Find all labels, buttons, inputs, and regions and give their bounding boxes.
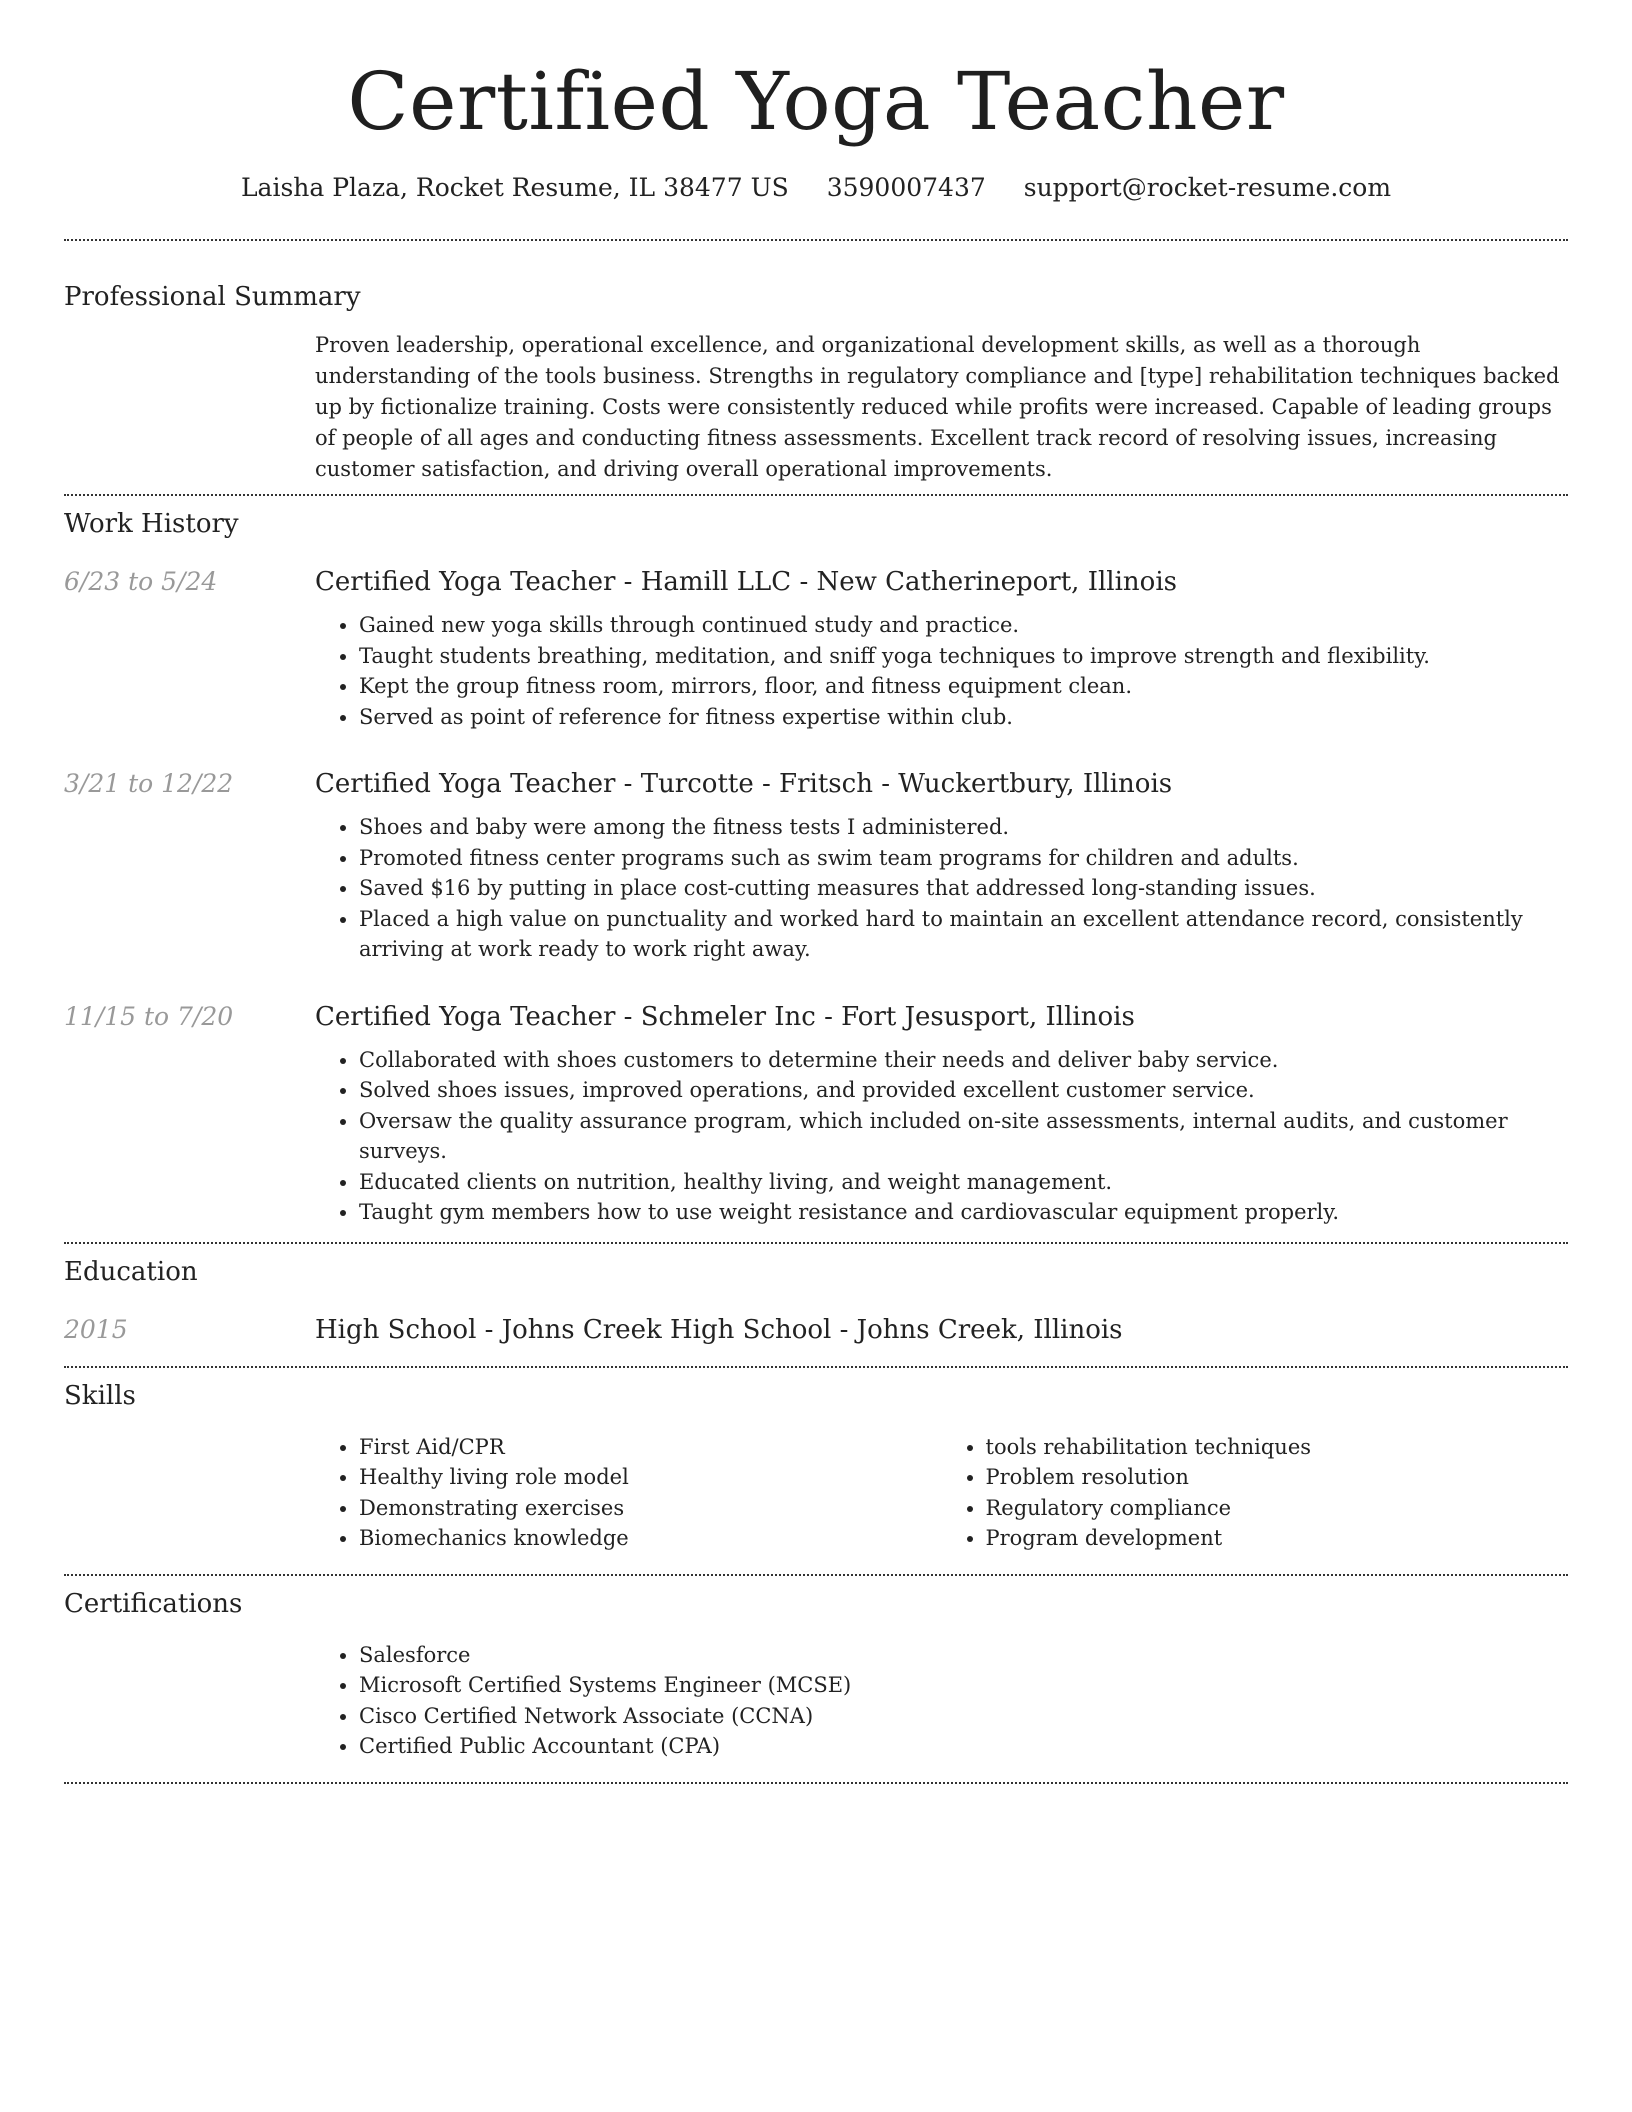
education-entry: [64, 1312, 1568, 1348]
job-bullets: [315, 812, 1568, 965]
resume-name: Certified Yoga Teacher: [347, 55, 1285, 148]
contact-line: [64, 170, 1568, 206]
certifications-heading: Certifications: [64, 1588, 243, 1619]
list-item: • Collaborated with shoes customers to determine their needs and deliver baby service.: [359, 1045, 1568, 1076]
list-item: • Healthy living role model: [359, 1462, 942, 1493]
list-item: • First Aid/CPR: [359, 1432, 942, 1463]
contact-phone: 3590007437: [826, 173, 986, 202]
section-divider: [64, 494, 1568, 496]
section-divider: [64, 239, 1568, 241]
summary-section: [64, 279, 1568, 485]
job-title: Certified Yoga Teacher - Turcotte - Fritsch - Wuckertbury, Illinois: [315, 769, 1173, 799]
section-divider: [64, 1366, 1568, 1368]
section-divider: [64, 1574, 1568, 1576]
list-item: • Microsoft Certified Systems Engineer (MCSE): [359, 1670, 1568, 1701]
job-entry: [64, 564, 1568, 732]
list-item: • Demonstrating exercises: [359, 1493, 942, 1524]
education-detail: High School - Johns Creek High School - Johns Creek, Illinois: [315, 1314, 1123, 1345]
list-item: • Promoted fitness center programs such as swim team programs for children and adults.: [359, 843, 1568, 874]
list-item: • Shoes and baby were among the fitness tests I administered.: [359, 812, 1568, 843]
job-entry: [64, 766, 1568, 965]
list-item: • Solved shoes issues, improved operations, and provided excellent customer service.: [359, 1075, 1568, 1106]
job-title: Certified Yoga Teacher - Hamill LLC - New Catherineport, Illinois: [315, 567, 1177, 597]
section-divider: [64, 1242, 1568, 1244]
skills-list-left: [315, 1432, 942, 1554]
skills-heading: Skills: [64, 1380, 136, 1411]
job-dates: 6/23 to 5/24: [64, 567, 218, 596]
work-history-section: [64, 506, 1568, 1228]
work-history-heading: Work History: [64, 509, 239, 539]
education-heading: Education: [64, 1256, 198, 1287]
list-item: • Problem resolution: [986, 1462, 1569, 1493]
contact-address: Laisha Plaza, Rocket Resume, IL 38477 US: [240, 173, 789, 202]
education-section: [64, 1254, 1568, 1348]
skills-section: [64, 1378, 1568, 1554]
skills-list-right: [942, 1432, 1569, 1554]
job-bullets: [315, 1045, 1568, 1228]
list-item: • Gained new yoga skills through continued study and practice.: [359, 610, 1568, 641]
contact-email: support@rocket-resume.com: [1023, 173, 1392, 202]
certifications-list: [315, 1640, 1568, 1762]
job-title: Certified Yoga Teacher - Schmeler Inc - Fort Jesusport, Illinois: [315, 1001, 1135, 1032]
list-item: • Educated clients on nutrition, healthy living, and weight management.: [359, 1167, 1568, 1198]
list-item: • Cisco Certified Network Associate (CCNA): [359, 1701, 1568, 1732]
list-item: • Placed a high value on punctuality and worked hard to maintain an excellent attendance record, consistently arriving at work ready to work right away.: [359, 904, 1568, 965]
summary-heading: Professional Summary: [64, 282, 361, 312]
summary-text: Proven leadership, operational excellence, and organizational development skills, as well as a thorough understanding of the tools business. Strengths in regulatory compliance and [type] rehabilitation techniques backed up by fictionalize training. Costs were consistently reduced while profits were increased. Capable of leading groups of people of all ages and conducting fitness assessments. Excellent track record of resolving issues, increasing customer satisfaction, and driving overall operational improvements.: [315, 333, 1560, 481]
list-item: • Taught students breathing, meditation, and sniff yoga techniques to improve strength and flexibility.: [359, 641, 1568, 672]
certifications-section: [64, 1586, 1568, 1762]
list-item: • Oversaw the quality assurance program, which included on-site assessments, internal audits, and customer surveys.: [359, 1106, 1568, 1167]
list-item: • tools rehabilitation techniques: [986, 1432, 1569, 1463]
list-item: • Program development: [986, 1523, 1569, 1554]
education-year: 2015: [64, 1314, 128, 1344]
job-dates: 11/15 to 7/20: [64, 1001, 234, 1031]
list-item: • Biomechanics knowledge: [359, 1523, 942, 1554]
list-item: • Taught gym members how to use weight resistance and cardiovascular equipment properly.: [359, 1197, 1568, 1228]
job-bullets: [315, 610, 1568, 732]
job-entry: [64, 999, 1568, 1228]
list-item: • Saved $16 by putting in place cost-cutting measures that addressed long-standing issues.: [359, 873, 1568, 904]
list-item: • Kept the group fitness room, mirrors, floor, and fitness equipment clean.: [359, 671, 1568, 702]
list-item: • Served as point of reference for fitness expertise within club.: [359, 702, 1568, 733]
list-item: • Regulatory compliance: [986, 1493, 1569, 1524]
list-item: • Salesforce: [359, 1640, 1568, 1671]
job-dates: 3/21 to 12/22: [64, 769, 234, 798]
list-item: • Certified Public Accountant (CPA): [359, 1731, 1568, 1762]
section-divider: [64, 1782, 1568, 1784]
